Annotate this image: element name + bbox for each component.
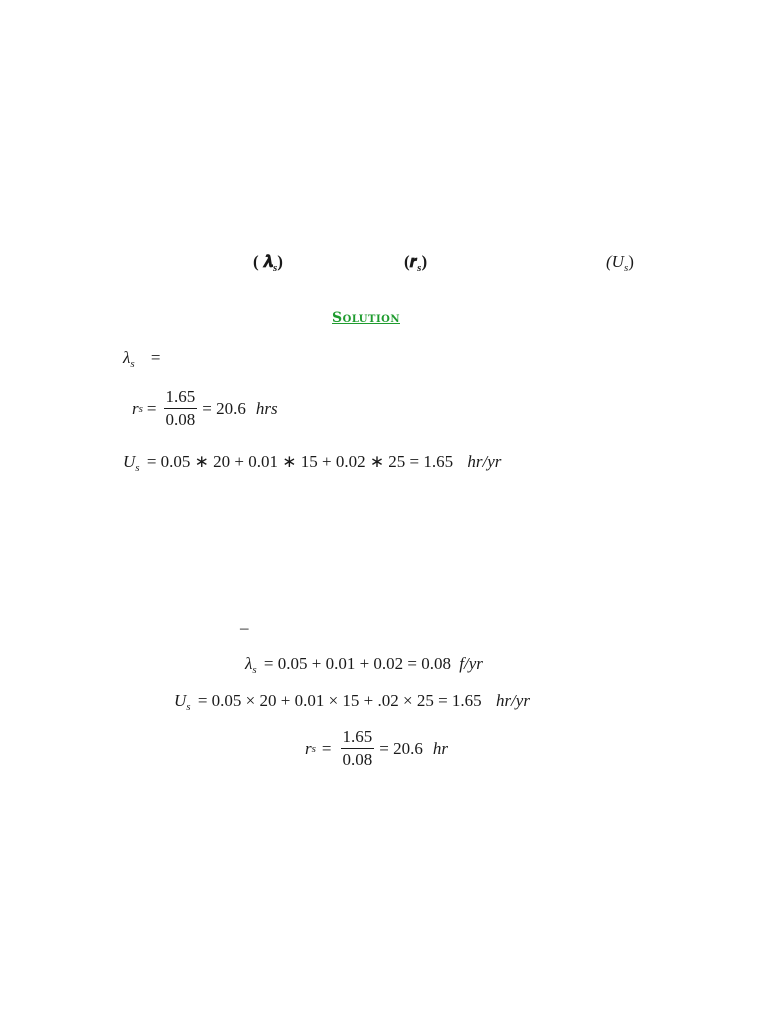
fraction: $\frac{1.65}{0.08}$	[342, 727, 373, 769]
lambda-s-symbol: ( 𝝀$_s$)	[253, 252, 283, 274]
r-s-equation: r s = $\frac{1.65}{0.08}$ = 20.6 hrs	[132, 387, 278, 429]
u-s-equation: $U_s = 0.05$ ∗ 20 + 0.01 ∗ 15 + 0.02 ∗ 25 = 1.65 hr/yr	[123, 452, 502, 474]
lambda-s-sum-equation: $\lambda_s = 0.05 + 0.01 + 0.02 = 0.08$ f/yr	[245, 654, 483, 676]
u-s-sum-equation: $U_s = 0.05 \times 20 + 0.01 \times 15 + .02 \times 25 = 1.65$ hr/yr	[174, 691, 530, 713]
solution-heading: Solution	[332, 310, 400, 326]
fraction: $\frac{1.65}{0.08}$	[165, 387, 196, 429]
u-s-symbol: $(U_s)$	[606, 252, 634, 274]
lambda-s-equation: $\lambda_s$ =	[123, 348, 161, 370]
r-s-symbol: (𝒓$_s$)	[404, 252, 428, 274]
dash-mark: –	[240, 618, 249, 637]
r-s-result-equation: r s = $\frac{1.65}{0.08}$ = 20.6 hr	[305, 727, 448, 769]
